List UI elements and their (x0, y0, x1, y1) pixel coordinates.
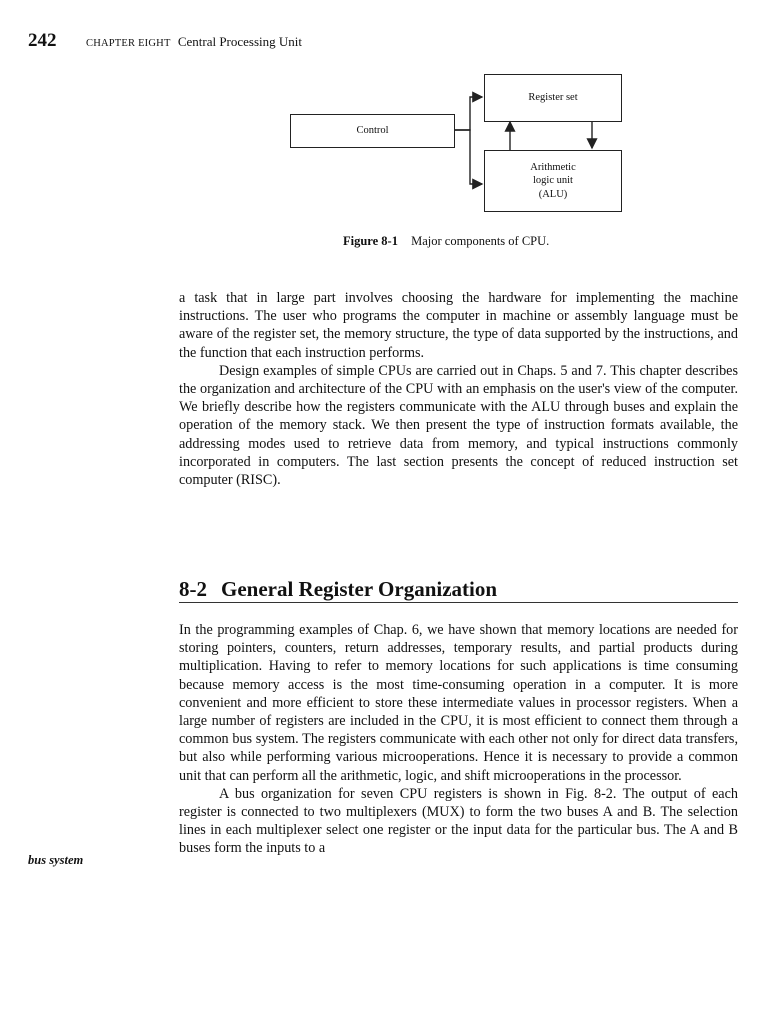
control-to-register-line (455, 97, 482, 130)
margin-note: bus system (28, 853, 84, 867)
cpu-components-figure (290, 72, 624, 214)
paragraph: Design examples of simple CPUs are carried out in Chaps. 5 and 7. This chapter describes the organization and architecture of the CPU with an emphasis on the user's view of the computer. We briefly describe how the registers communicate with the ALU through buses and explain the operation of the memory stack. We then present the type of instruction formats available, the addressing modes used to retrieve data from memory, and typical instructions commonly incorporated in computers. The last section presents the concept of reduced instruction set computer (RISC). (179, 362, 738, 489)
chapter-title: Central Processing Unit (177, 34, 303, 49)
intro-text (179, 289, 738, 489)
page-number: 242 (28, 30, 57, 51)
figure-label: Figure 8-1 (343, 234, 398, 248)
paragraph: a task that in large part involves choosing the hardware for implementing the machine instructions. The user who programs the computer in machine or assembly language must be aware of the register set, the memory structure, the type of data supported by the instructions, and the function that each instruction performs. (179, 290, 738, 361)
chapter-label: CHAPTER EIGHT (86, 38, 171, 49)
paragraph: In the programming examples of Chap. 6, we have shown that memory locations are needed for storing pointers, counters, return addresses, temporary results, and partial products during multiplication. Having to refer to memory locations for such applications is time consuming because memory access is the most time-consuming operation in a computer. It is more convenient and more efficient to store these intermediate values in processor registers. When a large number of registers are included in the CPU, it is most efficient to connect them through a common bus system. The registers communicate with each other not only for direct data transfers, but also while performing various microoperations. Hence it is necessary to provide a common unit that can perform all the arithmetic, logic, and shift microoperations in the processor. (179, 622, 738, 784)
register-set-box: Register set (484, 74, 622, 122)
section-title: General Register Organization (221, 577, 498, 601)
running-head (86, 34, 302, 50)
alu-box: Arithmetic logic unit (ALU) (484, 150, 622, 212)
paragraph: A bus organization for seven CPU registers is shown in Fig. 8-2. The output of each register is connected to two multiplexers (MUX) to form the two buses A and B. The selection lines in each multiplexer select one register or the input data for the particular bus. The A and B buses form the inputs to a (179, 785, 738, 857)
section-number: 8-2 (179, 577, 207, 601)
control-to-alu-line (455, 130, 482, 184)
control-box: Control (290, 114, 455, 148)
figure-caption (343, 234, 549, 249)
figure-caption-text: Major components of CPU. (411, 234, 550, 248)
section-heading (179, 577, 738, 603)
section-text (179, 621, 738, 858)
